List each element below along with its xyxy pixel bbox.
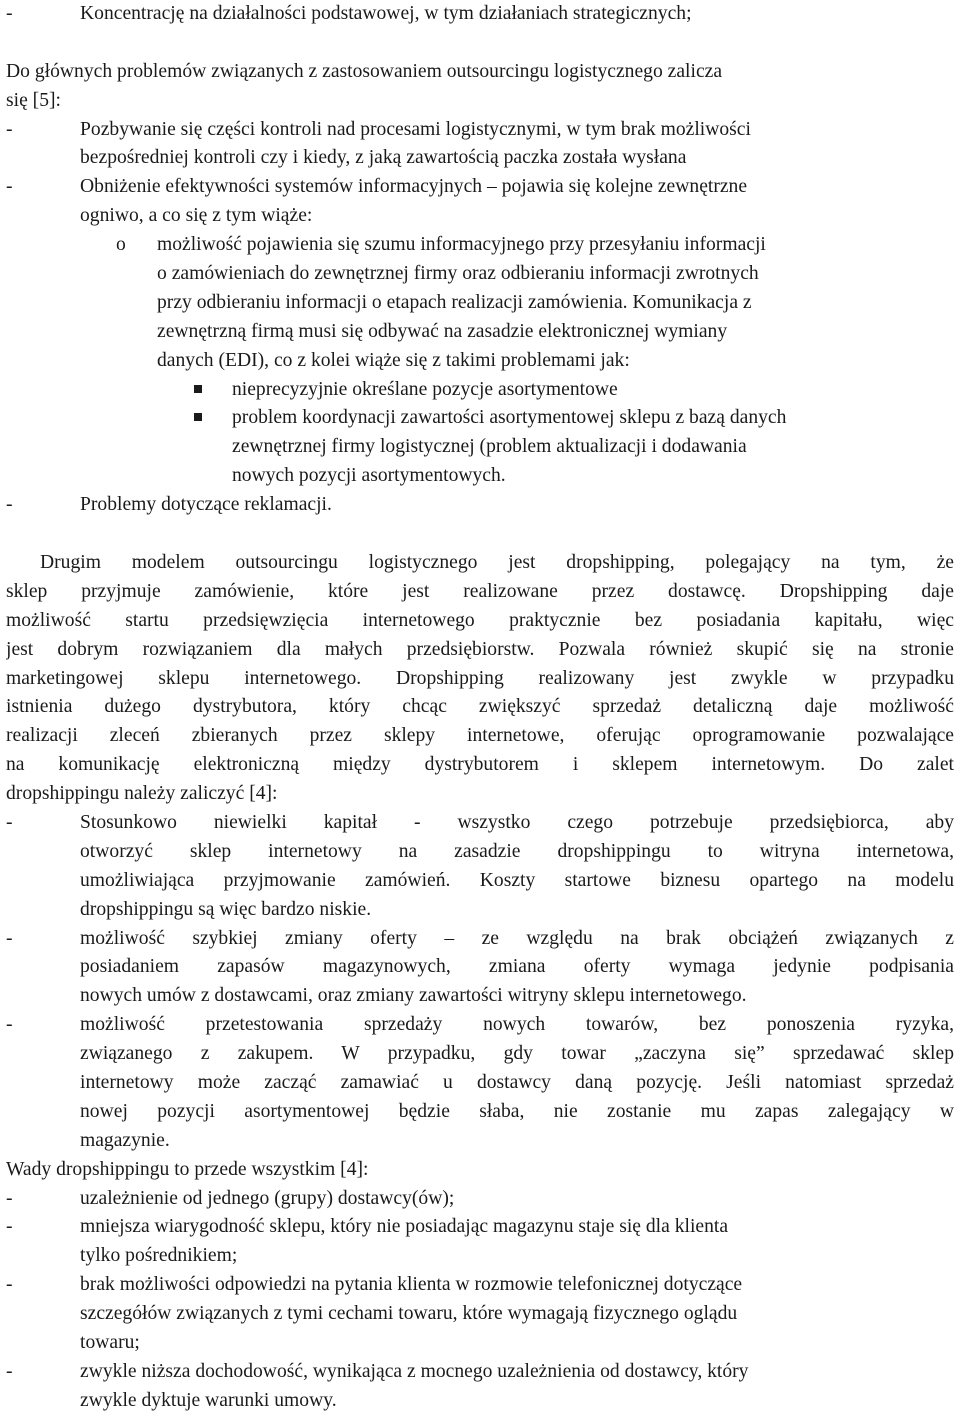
advantage-item-low-capital [6, 809, 954, 925]
list-dash-marker: - [6, 494, 13, 516]
text-line: Obniżenie efektywności systemów informacyjnych – pojawia się kolejne zewnętrzne [80, 176, 748, 198]
text-line: nowych pozycji asortymentowych. [232, 465, 506, 487]
list-dash-marker: - [6, 1187, 13, 1209]
text-line: zewnętrznej firmy logistycznej (problem aktualizacji i dodawania [232, 436, 747, 458]
disadvantage-item-credibility [6, 1213, 954, 1271]
list-item-core-activity [6, 0, 954, 29]
text-line: Drugim modelem outsourcingu logistycznego jest dropshipping, polegający na tym, że [40, 551, 954, 573]
list-dash-marker: - [6, 811, 13, 833]
text-line: ogniwo, a co się z tym wiąże: [80, 205, 313, 227]
text-line: sklep przyjmuje zamówienie, które jest realizowane przez dostawcę. Dropshipping daje [6, 580, 954, 602]
list-dash-marker: - [6, 927, 13, 949]
text-line: przy odbieraniu informacji o etapach realizacji zamówienia. Komunikacja z [157, 291, 752, 313]
text-line: Do głównych problemów związanych z zastosowaniem outsourcingu logistycznego zalicza [6, 60, 723, 82]
text-line: danych (EDI), co z kolei wiąże się z takimi problemami jak: [157, 349, 630, 371]
problem-item-control-loss [6, 116, 954, 174]
text-line: związanego z zakupem. W przypadku, gdy towar „zaczyna się” sprzedawać sklep [80, 1043, 954, 1065]
disadvantages-heading [6, 1156, 954, 1185]
text-line: marketingowej sklepu internetowego. Dropshipping realizowany jest zwykle w przypadku [6, 667, 954, 689]
disadvantage-item-supplier-dependence [6, 1185, 954, 1214]
text-line: możliwość pojawienia się szumu informacyjnego przy przesyłaniu informacji [157, 234, 766, 256]
bullet-item-coordination-problem [192, 404, 954, 491]
text-line: Koncentrację na działalności podstawowej, w tym działaniach strategicznych; [80, 3, 692, 24]
disadvantage-item-customer-questions [6, 1271, 954, 1358]
text-line: brak możliwości odpowiedzi na pytania klienta w rozmowie telefonicznej dotyczące [80, 1274, 743, 1296]
paragraph-spacer [6, 520, 954, 549]
problem-item-efficiency [6, 173, 954, 231]
text-line: Wady dropshippingu to przede wszystkim [4]: [6, 1158, 369, 1180]
list-dash-marker: - [6, 176, 13, 198]
text-line: o zamówieniach do zewnętrznej firmy oraz odbieraniu informacji zwrotnych [157, 263, 759, 285]
problems-heading [6, 58, 954, 116]
text-line: istnienia dużego dystrybutora, który chcąc zwiększyć sprzedaż detaliczną daje możliwość [6, 696, 954, 718]
text-line: szczegółów związanych z tymi cechami towaru, które wymagają fizycznego oglądu [80, 1303, 738, 1325]
text-line: dropshippingu są więc bardzo niskie. [80, 898, 372, 920]
list-dash-marker: - [6, 3, 13, 24]
text-line: towaru; [80, 1332, 140, 1354]
list-dash-marker: - [6, 1014, 13, 1036]
list-dash-marker: - [6, 1216, 13, 1238]
text-line: magazynie. [80, 1129, 170, 1151]
problem-item-complaints [6, 491, 954, 520]
text-line: problem koordynacji zawartości asortymentowej sklepu z bazą danych [232, 407, 787, 429]
text-line: dropshippingu należy zaliczyć [4]: [6, 783, 278, 805]
text-line: umożliwiająca przyjmowanie zamówień. Koszty startowe biznesu opartego na modelu [80, 869, 954, 891]
list-dash-marker: - [6, 1274, 13, 1296]
text-line: posiadaniem zapasów magazynowych, zmiana oferty wymaga jedynie podpisania [80, 956, 954, 978]
text-line: bezpośredniej kontroli czy i kiedy, z jaką zawartością paczka została wysłana [80, 147, 687, 169]
text-line: zwykle niższa dochodowość, wynikająca z mocnego uzależnienia od dostawcy, który [80, 1360, 749, 1382]
text-line: nowych umów z dostawcami, oraz zmiany zawartości witryny sklepu internetowego. [80, 985, 747, 1007]
text-line: Problemy dotyczące reklamacji. [80, 494, 332, 516]
text-line: Stosunkowo niewielki kapitał - wszystko czego potrzebuje przedsiębiorca, aby [80, 811, 954, 833]
list-dash-marker: - [6, 118, 13, 140]
text-line: mniejsza wiarygodność sklepu, który nie posiadając magazynu staje się dla klienta [80, 1216, 729, 1238]
text-line: realizacji zleceń zbieranych przez sklepy internetowe, oferując oprogramowanie pozwalające [6, 725, 954, 747]
text-line: internetowy może zacząć zamawiać u dostawcy daną pozycję. Jeśli natomiast sprzedaż [80, 1071, 954, 1093]
dropshipping-paragraph [6, 549, 954, 809]
text-line: Pozbywanie się części kontroli nad procesami logistycznymi, w tym brak możliwości [80, 118, 751, 140]
text-line: otworzyć sklep internetowy na zasadzie dropshippingu to witryna internetowa, [80, 840, 954, 862]
text-line: na komunikację elektroniczną między dystrybutorem i sklepem internetowym. Do zalet [6, 754, 954, 776]
text-line: się [5]: [6, 89, 61, 111]
disadvantage-item-lower-profitability [6, 1358, 954, 1416]
text-line: nieprecyzyjnie określane pozycje asortymentowe [232, 378, 618, 400]
text-line: możliwość przetestowania sprzedaży nowych towarów, bez ponoszenia ryzyka, [80, 1014, 954, 1036]
advantage-item-quick-offer-change [6, 925, 954, 1012]
list-dash-marker: - [6, 1360, 13, 1382]
text-line: zwykle dyktuje warunki umowy. [80, 1389, 337, 1411]
text-line: tylko pośrednikiem; [80, 1245, 238, 1267]
text-line: nowej pozycji asortymentowej będzie słaba, nie zostanie mu zapas zalegający w [80, 1100, 954, 1122]
sub-item-information-noise [116, 231, 954, 375]
paragraph-spacer [6, 29, 954, 58]
text-line: możliwość szybkiej zmiany oferty – ze względu na brak obciążeń związanych z [80, 927, 954, 949]
text-line: uzależnienie od jednego (grupy) dostawcy(ów); [80, 1187, 455, 1209]
text-line: jest dobrym rozwiązaniem dla małych przedsiębiorstw. Pozwala również skupić się na stronie [6, 638, 954, 660]
list-circle-marker: o [116, 234, 126, 256]
bullet-item-imprecise-positions [192, 376, 954, 405]
text-line: możliwość startu przedsięwzięcia internetowego praktycznie bez posiadania kapitału, więc [6, 609, 954, 631]
text-line: zewnętrzną firmą musi się odbywać na zasadzie elektronicznej wymiany [157, 320, 728, 342]
advantage-item-test-sales [6, 1011, 954, 1155]
